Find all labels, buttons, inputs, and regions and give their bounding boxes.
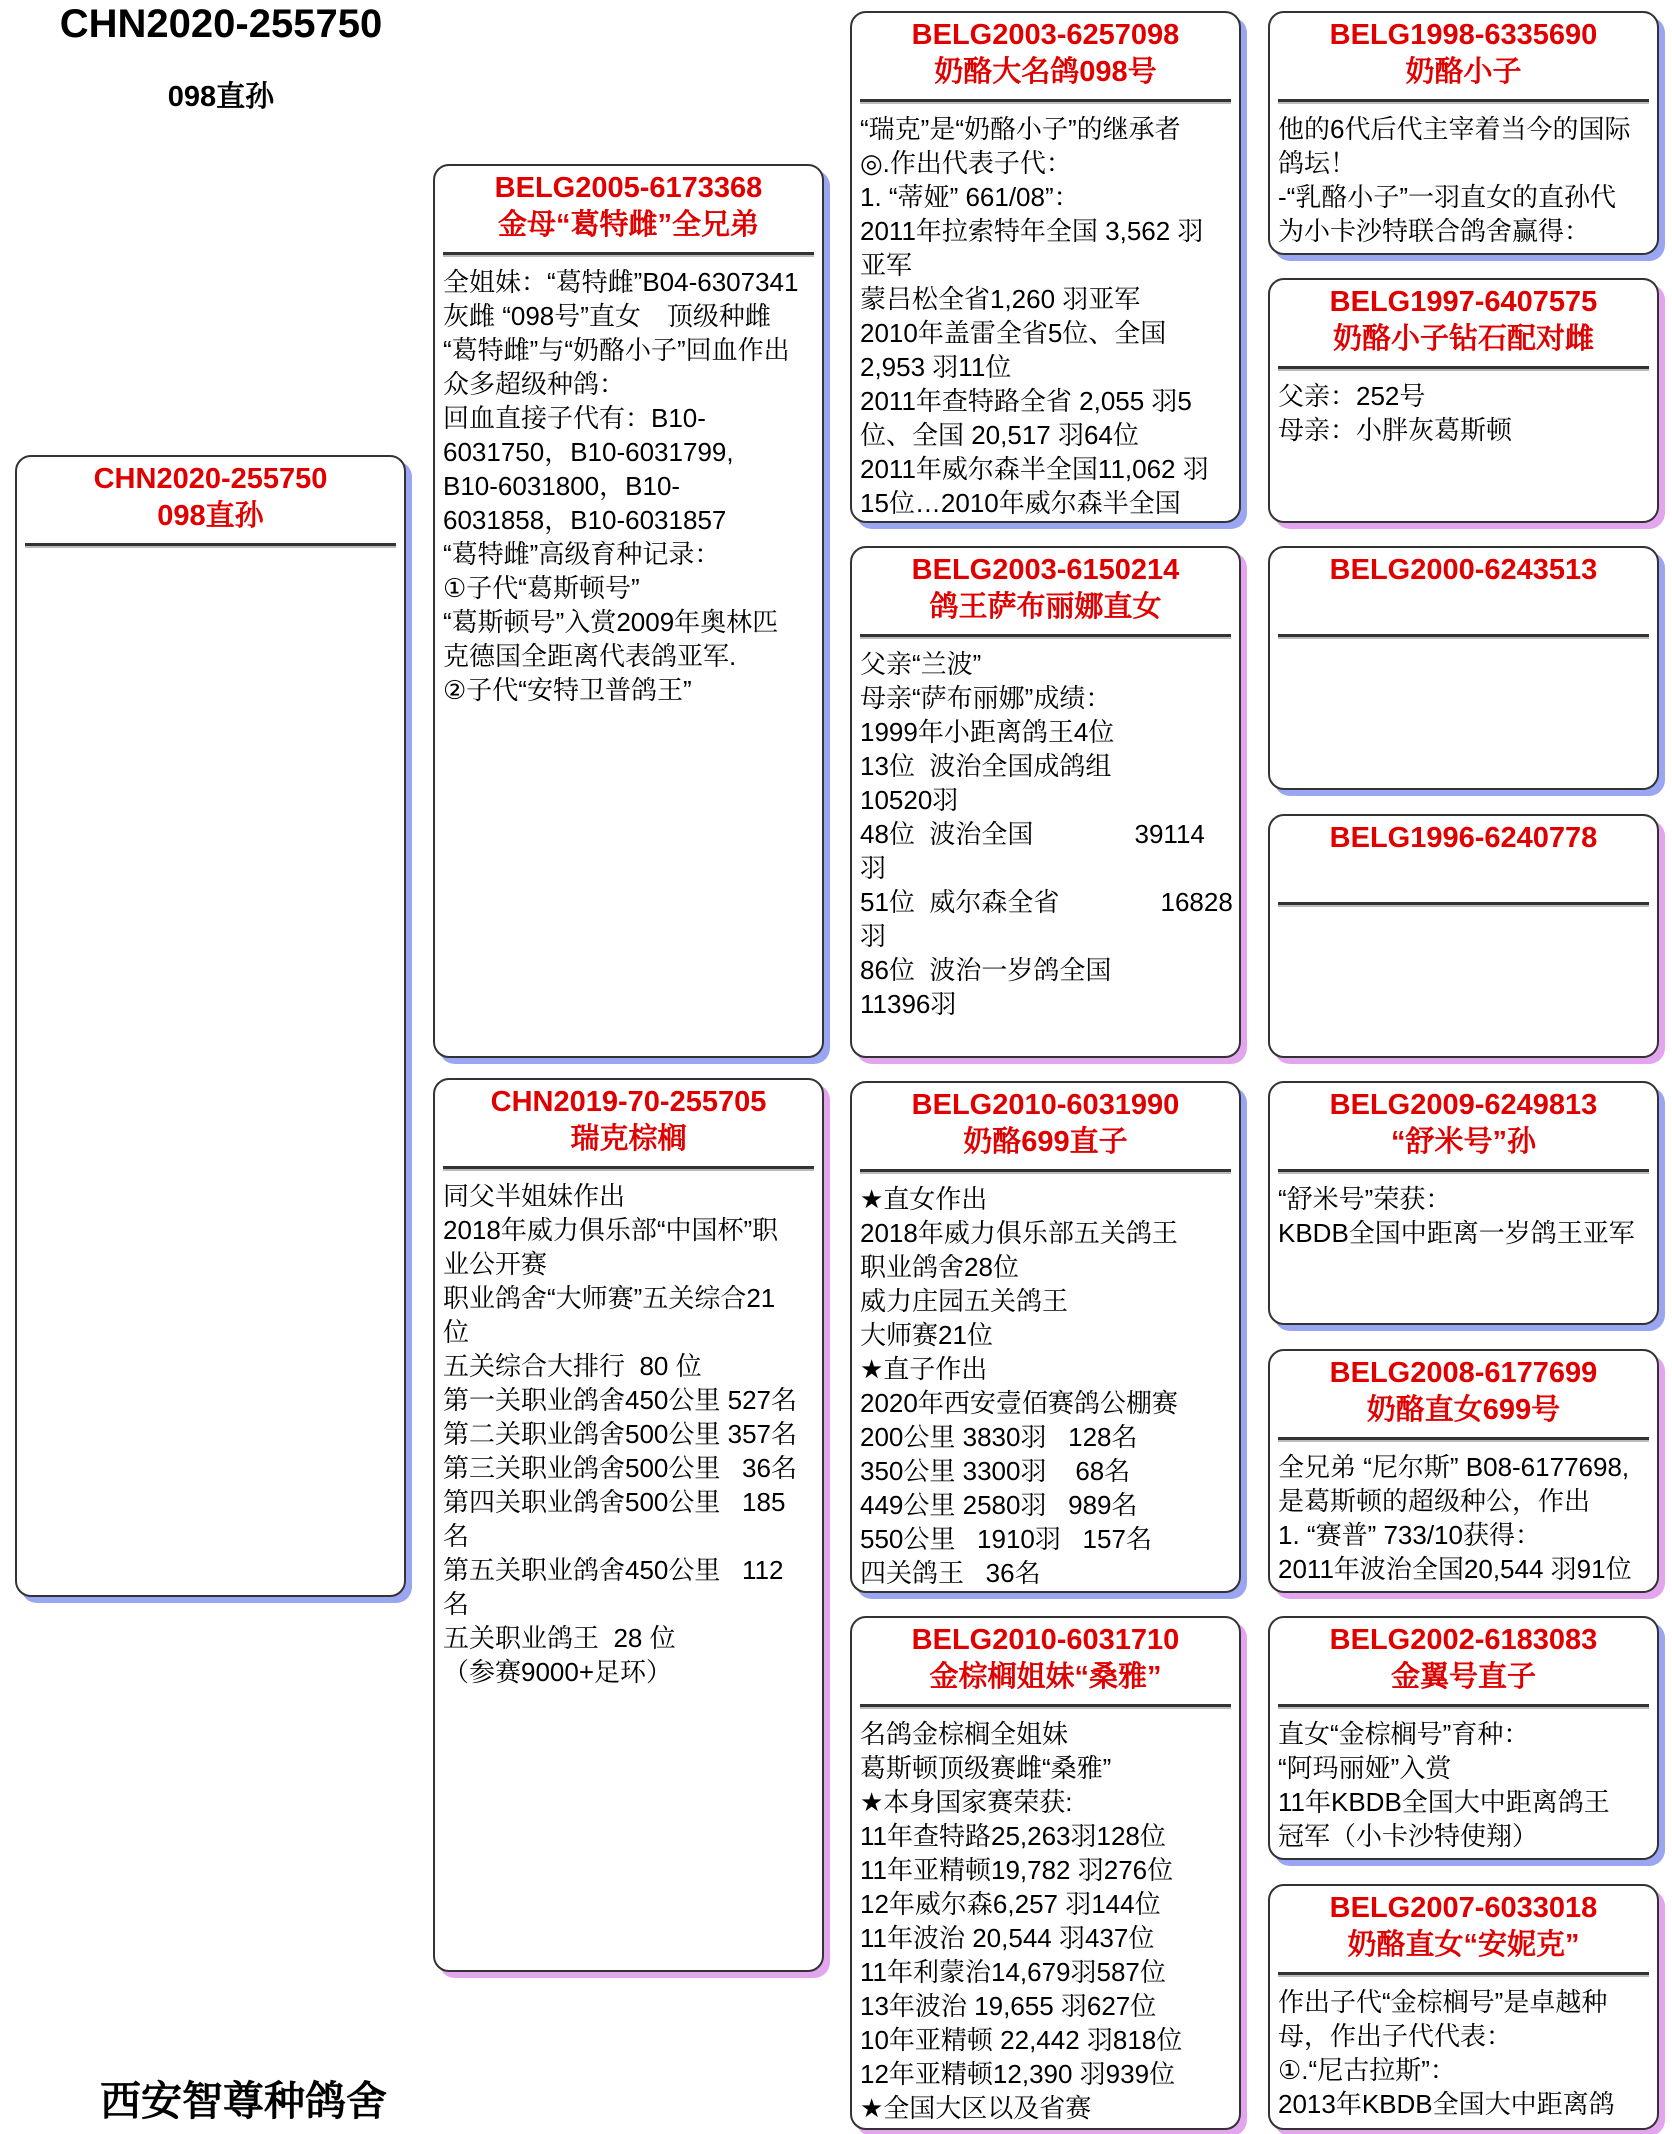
note-line: 2011年拉索特年全国 3,562 羽 [860, 216, 1204, 246]
bird-name: 金棕榈姐妹“桑雅” [929, 1661, 1162, 1693]
note-line: ★直女作出 [860, 1184, 988, 1214]
note-line: 父亲“兰波” [860, 649, 982, 679]
note-line: 父亲：252号 [1278, 381, 1426, 411]
note-line: 10520羽 [860, 785, 959, 815]
note-line: 羽 [860, 921, 887, 951]
bird-header [1270, 1351, 1657, 1431]
ring-number: BELG2007-6033018 [1329, 1892, 1598, 1924]
note-line: 11年KBDB全国大中距离鸽王 [1278, 1787, 1610, 1817]
ring-number: BELG1998-6335690 [1329, 19, 1598, 51]
ring-number: BELG1996-6240778 [1329, 822, 1598, 854]
note-line: 2018年威力俱乐部五关鸽王 [860, 1218, 1178, 1248]
note-line: B10-6031800，B10- [443, 471, 681, 501]
note-line: 11年亚精顿19,782 羽276位 [860, 1855, 1174, 1885]
note-line: 2010年盖雷全省5位、全国 [860, 318, 1167, 348]
note-line: 众多超级种鸽： [443, 369, 626, 399]
note-line: ①子代“葛斯顿号” [443, 573, 640, 603]
note-line: 是葛斯顿的超级种公，作出 [1278, 1486, 1591, 1516]
note-line: “葛特雌”高级育种记录： [443, 539, 721, 569]
note-line: 威力庄园五关鸽王 [860, 1286, 1069, 1316]
note-line: 四关鸽王 36名 [860, 1558, 1041, 1588]
note-line: 350公里 3300羽 68名 [860, 1456, 1131, 1486]
ring-number: BELG2010-6031990 [911, 1089, 1180, 1121]
bird-header [435, 166, 822, 246]
note-line: 200公里 3830羽 128名 [860, 1422, 1138, 1452]
note-line: 五关综合大排行 80 位 [443, 1351, 702, 1381]
note-line: 第三关职业鸽舍500公里 36名 [443, 1453, 797, 1483]
ring-number: CHN2020-255750 [93, 463, 328, 495]
note-line: （参赛9000+足环） [443, 1657, 673, 1687]
bird-notes [435, 1171, 822, 1689]
note-line: -“乳酪小子”一羽直女的直孙代 [1278, 182, 1616, 212]
note-line: ①.“尼古拉斯”： [1278, 2055, 1456, 2085]
note-line: 2011年波治全国20,544 羽91位 [1278, 1554, 1632, 1584]
note-line: ★全国大区以及省赛 [860, 2093, 1092, 2123]
ring-number: BELG2010-6031710 [911, 1624, 1180, 1656]
note-line: ★直子作出 [860, 1354, 988, 1384]
ring-number: BELG2003-6150214 [911, 554, 1180, 586]
bird-header [1270, 1083, 1657, 1163]
note-line: 直女“金棕榈号”育种： [1278, 1719, 1530, 1749]
pedigree-subtitle: 098直孙 [167, 81, 275, 113]
note-line: “葛斯顿号”入赏2009年奥林匹 [443, 607, 779, 637]
bird-name: 奶酪小子钻石配对雌 [1332, 323, 1594, 355]
note-line: 11396羽 [860, 989, 957, 1019]
note-line: 职业鸽舍“大师赛”五关综合21 [443, 1283, 776, 1313]
ring-number: CHN2019-70-255705 [490, 1086, 767, 1118]
bird-header [1270, 1886, 1657, 1966]
note-line: 第二关职业鸽舍500公里 357名 [443, 1419, 797, 1449]
note-line: KBDB全国中距离一岁鸽王亚军 [1278, 1218, 1635, 1248]
note-line: ◎.作出代表子代： [860, 148, 1072, 178]
bird-notes [852, 104, 1239, 520]
ring-number: BELG2003-6257098 [911, 19, 1180, 51]
note-line: 11年查特路25,263羽128位 [860, 1821, 1166, 1851]
bird-notes [1270, 1174, 1657, 1250]
bird-notes [1270, 371, 1657, 447]
note-line: 1. “赛普” 733/10获得： [1278, 1520, 1541, 1550]
note-line: 2011年威尔森半全国11,062 羽 [860, 454, 1209, 484]
note-line: 名 [443, 1521, 470, 1551]
note-line: 51位 威尔森全省 16828 [860, 887, 1233, 917]
pedigree-box [850, 1081, 1241, 1593]
note-line: 1999年小距离鸽王4位 [860, 717, 1115, 747]
bird-notes [852, 1709, 1239, 2125]
note-line: “瑞克”是“奶酪小子”的继承者 [860, 114, 1181, 144]
note-line: 位 [443, 1317, 470, 1347]
pedigree-box [850, 1616, 1241, 2130]
note-line: 第四关职业鸽舍500公里 185 [443, 1487, 786, 1517]
bird-notes [17, 548, 404, 556]
note-line: 全姐妹：“葛特雌”B04-6307341 [443, 267, 799, 297]
note-line: 职业鸽舍28位 [860, 1252, 1019, 1282]
note-line: 克德国全距离代表鸽亚军. [443, 641, 737, 671]
note-line: 羽 [860, 853, 887, 883]
note-line: 2018年威力俱乐部“中国杯”职 [443, 1215, 779, 1245]
note-line: 86位 波治一岁鸽全国 [860, 955, 1112, 985]
note-line: 母亲：小胖灰葛斯顿 [1278, 415, 1513, 445]
note-line: 2013年KBDB全国大中距离鸽 [1278, 2089, 1615, 2119]
note-line: 1. “蒂娅” 661/08”： [860, 182, 1080, 212]
bird-header [435, 1080, 822, 1160]
ring-number: BELG2008-6177699 [1329, 1357, 1598, 1389]
note-line: 葛斯顿顶级赛雌“桑雅” [860, 1753, 1112, 1783]
bird-notes [1270, 639, 1657, 647]
note-line: 12年威尔森6,257 羽144位 [860, 1889, 1161, 1919]
pedigree-box [1268, 1616, 1659, 1860]
bird-name: 瑞克棕榈 [570, 1123, 687, 1155]
bird-header [1270, 280, 1657, 360]
note-line: 为小卡沙特联合鸽舍赢得： [1278, 216, 1591, 246]
note-line: 2011年查特路全省 2,055 羽5 [860, 386, 1192, 416]
pedigree-box [433, 164, 824, 1058]
note-line: “阿玛丽娅”入赏 [1278, 1753, 1452, 1783]
bird-notes [852, 639, 1239, 1021]
note-line: 回血直接子代有：B10- [443, 403, 706, 433]
bird-header [852, 1083, 1239, 1163]
bird-name: 奶酪直女699号 [1366, 1394, 1561, 1426]
note-line: 位、全国 20,517 羽64位 [860, 420, 1139, 450]
note-line: 12年亚精顿12,390 羽939位 [860, 2059, 1176, 2089]
note-line: 449公里 2580羽 989名 [860, 1490, 1138, 1520]
note-line: 全兄弟 “尼尔斯” B08-6177698, [1278, 1452, 1630, 1482]
note-line: 母，作出子代代表： [1278, 2021, 1513, 2051]
note-line: “葛特雌”与“奶酪小子”回血作出 [443, 335, 790, 365]
bird-header [1270, 13, 1657, 93]
pedigree-title: CHN2020-255750 [59, 2, 383, 46]
ring-number: BELG2009-6249813 [1329, 1089, 1598, 1121]
bird-header [852, 548, 1239, 628]
note-line: 6031750，B10-6031799, [443, 437, 734, 467]
bird-name: 奶酪小子 [1405, 56, 1522, 88]
ring-number: BELG2002-6183083 [1329, 1624, 1598, 1656]
pedigree-box [1268, 278, 1659, 523]
note-line: 550公里 1910羽 157名 [860, 1524, 1152, 1554]
bird-notes [1270, 104, 1657, 248]
note-line: 6031858，B10-6031857 [443, 505, 727, 535]
pedigree-box [1268, 814, 1659, 1058]
note-line: 15位…2010年威尔森半全国 [860, 488, 1181, 518]
note-line: 灰雌 “098号”直女 顶级种雌 [443, 301, 771, 331]
note-line: 冠军（小卡沙特使翔） [1278, 1821, 1539, 1851]
note-line: 第一关职业鸽舍450公里 527名 [443, 1385, 797, 1415]
note-line: 大师赛21位 [860, 1320, 993, 1350]
note-line: 鸽坛！ [1278, 148, 1357, 178]
note-line: 13位 波治全国成鸽组 [860, 751, 1112, 781]
pedigree-box [850, 11, 1241, 523]
bird-name: “舒米号”孙 [1390, 1126, 1536, 1158]
ring-number: BELG2000-6243513 [1329, 554, 1598, 586]
note-line: 2020年西安壹佰赛鸽公棚赛 [860, 1388, 1178, 1418]
note-line: 13年波治 19,655 羽627位 [860, 1991, 1157, 2021]
bird-notes [1270, 1442, 1657, 1586]
bird-header [17, 457, 404, 537]
note-line: 他的6代后代主宰着当今的国际 [1278, 114, 1631, 144]
note-line: 亚军 [860, 250, 913, 280]
note-line: 10年亚精顿 22,442 羽818位 [860, 2025, 1183, 2055]
pedigree-box [1268, 1884, 1659, 2130]
pedigree-box [1268, 1081, 1659, 1325]
note-line: 蒙吕松全省1,260 羽亚军 [860, 284, 1141, 314]
pedigree-box [1268, 1349, 1659, 1593]
bird-header [1270, 816, 1657, 896]
pedigree-box [850, 546, 1241, 1058]
note-line: 母亲“萨布丽娜”成绩： [860, 683, 1112, 713]
bird-name: 奶酪大名鸽098号 [934, 56, 1157, 88]
note-line: 同父半姐妹作出 [443, 1181, 626, 1211]
bird-header [1270, 548, 1657, 628]
bird-name: 金母“葛特雌”全兄弟 [497, 209, 759, 241]
bird-notes [1270, 907, 1657, 915]
note-line: 业公开赛 [443, 1249, 548, 1279]
bird-name: 金翼号直子 [1390, 1661, 1536, 1693]
note-line: 11年波治 20,544 羽437位 [860, 1923, 1155, 1953]
note-line: ②子代“安特卫普鸽王” [443, 675, 692, 705]
bird-name: 奶酪699直子 [963, 1126, 1128, 1158]
ring-number: BELG1997-6407575 [1329, 286, 1598, 318]
note-line: 作出子代“金棕榈号”是卓越种 [1278, 1987, 1608, 2017]
bird-header [852, 13, 1239, 93]
bird-name: 鸽王萨布丽娜直女 [929, 591, 1162, 623]
bird-name: 奶酪直女“安妮克” [1347, 1929, 1580, 1961]
note-line: “舒米号”荣获： [1278, 1184, 1452, 1214]
note-line: 第五关职业鸽舍450公里 112 [443, 1555, 784, 1585]
note-line: 11年利蒙治14,679羽587位 [860, 1957, 1166, 1987]
note-line: 2,953 羽11位 [860, 352, 1012, 382]
bird-header [1270, 1618, 1657, 1698]
bird-notes [852, 1174, 1239, 1590]
note-line: 五关职业鸽王 28 位 [443, 1623, 676, 1653]
note-line: ★本身国家赛荣获: [860, 1787, 1073, 1817]
ring-number: BELG2005-6173368 [494, 172, 763, 204]
note-line: 名 [443, 1589, 470, 1619]
bird-notes [1270, 1709, 1657, 1853]
pedigree-box [1268, 11, 1659, 255]
loft-name: 西安智尊种鸽舍 [100, 2078, 387, 2124]
note-line: 名鸽金棕榈全姐妹 [860, 1719, 1069, 1749]
bird-name: 098直孙 [157, 500, 264, 532]
pedigree-box [1268, 546, 1659, 790]
pedigree-box [433, 1078, 824, 1972]
bird-notes [1270, 1977, 1657, 2121]
note-line: 48位 波治全国 39114 [860, 819, 1205, 849]
bird-notes [435, 257, 822, 707]
pedigree-box [15, 455, 406, 1597]
bird-header [852, 1618, 1239, 1698]
